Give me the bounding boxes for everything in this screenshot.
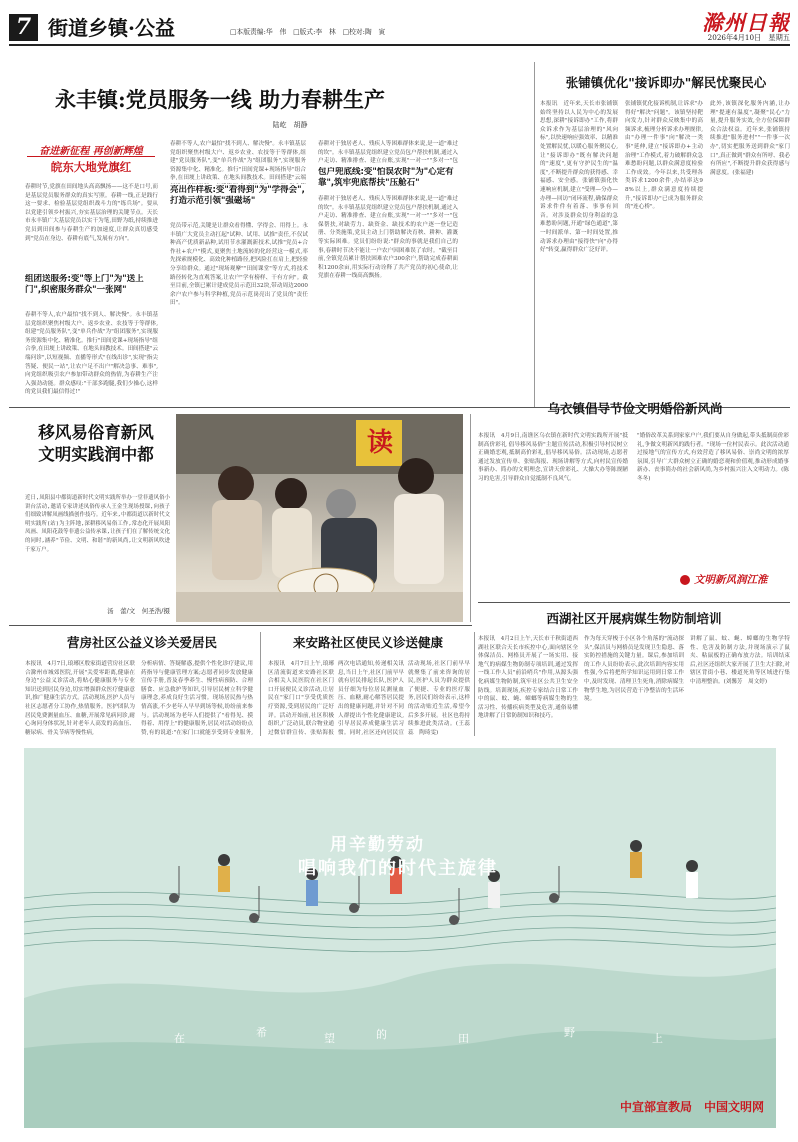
column-divider — [534, 62, 535, 407]
laian-col3: 活动现场,社区门前早早就聚集了前来咨询的居民,医护人员为群众提供了便捷、专业的医疗服务,居民们纷纷表示,这样的活动贴近生活,希望今后多多开展。社区也将持续推进此类活动。(王蕊蕊 陶琦雯) — [408, 661, 470, 736]
lead-col2: 党员带示范,关键是让群众看得懂、学得会、用得上。永丰镇广大党员主动扛起"试种、试用、试推"责任,不仅试种高产优质新品种,试用节水灌溉新技术,试推"党员+合作社+农户"模式,更聚焦土地流转的化经营这一模式,率先探索规模化、高效化种植路径,把风险扛在肩上,把经验分享给群众。通过"现场观摩""田间课堂"等方式,将技术路径转化为直观答案,让农户"学有榜样、干有方向"。截至目前,全镇已累计建成党员示范田32块,带动周边2000余户农户参与科学种植,党员示范岗亮出了党员的"责任田"。 — [170, 223, 308, 307]
page-number: 7 — [15, 14, 32, 40]
xihu-col3: 讲解了鼠、蚊、蝇、蟑螂的生物学特性、危害及防制方法,并现场演示了鼠夹、粘鼠板的正确布放方法。培训结束后,社区还组织大家开展了卫生大扫除,对辖区背街小巷、楼道死角等区域进行集中清理整治。(刘馨芳 周文婷) — [690, 636, 790, 685]
feature-byline: 汤 蕾/文 何圣浩/摄 — [107, 607, 170, 615]
poster-lyric-5: 野 — [564, 1026, 575, 1039]
tag-dot-icon — [680, 575, 690, 585]
xihu-headline: 西湖社区开展病媒生物防制培训 — [546, 611, 722, 626]
feature-title-1: 移风易俗育新风 — [38, 423, 154, 442]
wuyi-tag — [680, 570, 788, 592]
zhangpu-col2: 张铺镇优化接诉机制,让诉求"办得好"解决"问题"。该镇坚持靶向发力,针对群众反映集中的高频诉求,梳理分析诉求办理规律,由"办理一件事"向"解决一类事"延伸,建立"接诉即办+主动治理"工作模式,着力破解群众急难愁盼问题,以群众满意度检验工作成效。今年以来,共受理各类诉求1200余件,办结率达98%以上,群众满意度持续提升,"接诉即办"已成为服务群众的"连心桥"。 — [625, 101, 703, 211]
poster-background — [24, 748, 776, 1128]
zhangpu-headline: 张铺镇优化"接诉即办"解民忧聚民心 — [565, 75, 767, 90]
laian-col1: 本报讯 4月7日上午,琅琊区清流街道来安路社区联合相关人民医院在社区门口开展便民义诊活动,让居民在"家门口"享受优质医疗资源,受到居民的广泛好评。活动开始前,社区积极组织,广泛动员,联合物业通过微信群宣传、张贴海报 — [268, 661, 334, 736]
column-divider-2 — [470, 414, 471, 622]
lead-sub2: 亮出作样板:变"看得到"为"学得会",打造示范引领"强磁场" — [170, 185, 305, 206]
section-rule-3 — [9, 625, 472, 626]
badge-line2: 皖东大地党旗红 — [27, 156, 155, 175]
lead-headline: 永丰镇:党员服务一线 助力春耕生产 — [55, 87, 386, 112]
column-divider-3 — [260, 632, 261, 736]
lead-byline: 陆屹 胡静 — [272, 121, 308, 129]
poster-lyric-2: 望 — [324, 1032, 335, 1045]
lead-col3-a: 春耕对于独居老人、残疾人等困难群体来说,是一道"难过的坎"。永丰镇基层党组织建立党员包户帮扶机制,通过入户走访、精准排查、建立台账,实现"一对一""多对一"包 — [318, 141, 458, 165]
editor-credits: □本版责编:华 伟 □版式:李 林 □校对:陶 寅 — [230, 28, 386, 36]
public-service-poster — [24, 748, 776, 1128]
section-title: 街道乡镇·公益 — [48, 16, 175, 40]
poster-credit: 中宣部宣教局 中国文明网 — [619, 1100, 764, 1114]
zhangpu-col3: 此外,该镇深化服务内涵,让办理"提速有温度",凝聚"民心"力量,提升服务实效,全方位保障群众合法权益。近年来,张铺镇持续推进"服务进村""一件事一次办",切实把服务送到群众"家门口",真正做到"群众有所呼、我必有所应",不断提升群众获得感与满意度。(张福建) — [710, 101, 790, 176]
lead-sub1: 组团送服务:变"等上门"为"送上门",织密服务群众"一张网" — [25, 274, 144, 295]
poster-lyric-6: 上 — [652, 1032, 663, 1045]
column-divider-4 — [474, 632, 475, 736]
wuyi-headline: 乌衣镇倡导节俭文明婚俗新风尚 — [547, 401, 723, 416]
laian-headline: 来安路社区使民义诊送健康 — [292, 635, 443, 650]
yingfang-col2: 分析病情、答疑解惑,提供个性化诊疗建议,用药指导与健康管理方案;志愿者同步发放健康宣传手册,普及春季养生、慢性病预防、合理膳食、应急救护等知识,引导居民树立科学健康理念,养成良好生活习惯。现场居民热与热情高涨,不少老年人早早到场等候,纷纷前来参与。活动现场为老年人们提供了"看得见、摸得着、用得上"的健康服务,居民对活动纷纷点赞,有的说道:"在家门口就能享受到专业服务, — [141, 661, 253, 736]
paper-logo: 滁州日報 — [702, 10, 790, 35]
photo-sign: 读 — [366, 428, 393, 458]
wuyi-col1: 本报讯 4月9日,南谯区乌衣镇在新时代文明实践所开展"抵制高价彩礼 倡导移风易俗"主题宣传活动,积极引导村民树立正确婚恋观,抵制高价彩礼,倡导移风易俗。活动现场,志愿者通过发放宣传单、张贴海报、现场讲解等方式,向村民宣传婚事新办、简办的文明理念,宣讲天价彩礼、大操大办等陈规陋习的危害,引导群众自觉抵制不良风气。 — [478, 433, 628, 482]
xihu-col2: 作为每天穿梭于小区各个角落的"流动探头",保洁员与网格员是发现卫生隐患、落实防控措施的关键力量。课后,参加培训的工作人员纷纷表示,此次培训内容实用性强,今后将把所学知识运用到日常工作中,及时发现、清理卫生死角,消除病媒生物孳生地,为居民营造干净整洁的生活环境。 — [584, 636, 684, 703]
party-badge — [27, 142, 155, 178]
feature-title-2: 文明实践润中都 — [38, 445, 154, 464]
zhangpu-col1: 本报讯 近年来,天长市张铺镇始终坚持以人民为中心的发展思想,深耕"接诉即办"工作,将群众诉求作为基层治理的"风向标",以快速响应强效率、以精准处置解民忧,以暖心服务聚民心,让"接诉即办"既有解决问题的"速度",更有守护民生的"温度",不断提升群众的获得感、幸福感、安全感。张铺镇强化快速响应机制,建立"受理—分办—办理—回访"闭环流程,确保群众诉求件件有着落、事事有回音。对涉及群众切身利益的急难愁盼问题,开通"绿色通道",第一时间派单、第一时间处置,推动诉求办理由"接得快"向"办得好"转变,赢得群众广泛好评。 — [540, 101, 618, 254]
section-rule-2 — [478, 602, 790, 603]
poster-lyric-0: 在 — [174, 1032, 185, 1045]
lead-sub3: 包户兜底线:变"怕误农时"为"心定有靠",筑牢兜底帮扶"压舱石" — [318, 167, 454, 188]
feature-body: 近日,凤阳县中都街道新时代文明实践所举办一堂非遗风俗小讲台活动,邀请专家讲述凤俗传承人王金生现场授课,向孩子们细致讲解凤画线描创作技巧。近年来,中都街道以新时代文明实践所(站)为主阵地,深耕移风易俗工作,常态化开展凤阳凤画、凤阳花鼓等非遗公益传承课,让孩子们在了解传统文化的同时,涵养"节俭、文明、和谐"的新风尚,让文明新风吹进千家万户。 — [25, 495, 170, 553]
page-number-badge — [9, 14, 38, 41]
lead-col1-b: 春耕不等人,农户最怕"找不到人、解决慢"。永丰镇基层党组织聚焦村级大户、返乡农业、农技等于等群体,组建"党员服务队",变"单兵作战"为"组团服务",实现服务资源集中化、精准化。推行"田间党课+现场指导"组合拳,在田埂上讲政策、在地头间教技术。田间搭建"云端问诊",以短视频、直播等形式"在线出诊",实现"指尖答疑、便民一站",让农户足不出户"解决急事、难事",向党组织吸引农户参加带动群众的热情,为春耕生产注入强劲动能。群众感叹:"干部多跑腿,我们少操心,这样的党员我们最信得过!" — [25, 312, 158, 396]
lead-col1-a: 春耕时节,党旗在田间地头高高飘扬——这不是口号,而是基层党员服务群众的真实写照。春耕一线,正是践行这一要求、检验基层党组织战斗力的"练兵场"。要从以党建引领乡村振兴,夯实基层治理的关键节点。天长市永丰镇广大基层党员以实干为笔,田野为纸,持续推进党员到田间参与春耕生产的加速度,让群众真切感受到"党员在身边、春耕有底气,发展有方向"。 — [25, 184, 158, 242]
poster-lyric-3: 的 — [376, 1028, 387, 1041]
issue-date: 2026年4月10日 星期五 — [707, 33, 790, 42]
xihu-col1: 本报讯 4月2日上午,天长市千秋街道西湖社区联合天长市疾控中心,面向辖区全体保洁员、网格员开展了一场实用、接地气的病媒生物防制专项培训,通过发挥一线工作人员"前沿哨兵"作用,从源头强化病媒生物防制,筑牢社区公共卫生安全防线。培训现场,疾控专家结合日常工作中的鼠、蚊、蝇、蟑螂等病媒生物的生活习性、传播疾病类型及危害,通俗易懂地讲解了日常防制知识和技巧。 — [478, 636, 578, 720]
poster-lyric-4: 田 — [458, 1032, 469, 1045]
masthead-rule — [9, 44, 790, 46]
lead-col3: 春耕对于独居老人、残疾人等困难群体来说,是一道"难过的坎"。永丰镇基层党组织建立党员包户帮扶机制,通过入户走访、精准排查、建立台账,实现"一对一""多对一"包保帮扶,对缺劳力、缺资金、缺技术的农户逐一登记造册、分类施策,党员主动上门帮助解决育秧、耕种、灌溉等实际困难。党员们纷纷说:"群众的事就是我们自己的事,春耕时节决不能让一户农户因困难误了农时。"截至目前,全镇党员累计帮扶困难农户300余户,帮助完成春耕面积1200余亩,用实际行动诠释了共产党员的初心使命,让党旗在春耕一线高高飘扬。 — [318, 196, 458, 280]
poster-headline-1: 用辛勤劳动 — [330, 835, 425, 855]
laian-col2: 两次电话通知,传递相关讯息,当日上午,社区门前早早就有居民排起长队,医护人员仔细为每位居民测量血压、血糖,耐心解答居民提出的健康问题,并针对不同人群提出个性化健康建议,引导居民养成健康生活习惯。同时,社区还向居民宣 — [338, 661, 404, 736]
photo-illustration — [176, 414, 463, 622]
yingfang-col1: 本报讯 4月7日,琅琊区殷家街道营房社区联合滁州市城郊医院,开展"关爱零距离,健康在身边"公益义诊活动,将贴心健康服务与专业知识送到居民身边,切实增强群众医疗健康意识,推广健康生活方式。活动现场,医护人员与社区志愿者分工协作,热情服务。医护团队为居民免费测量血压、血糖,开展常见病问诊,耐心询问身体状况,针对老年人高发的高血压、糖尿病、骨关节病等慢性病, — [25, 661, 135, 736]
poster-headline-2: 唱响我们的时代主旋律 — [298, 858, 498, 879]
poster-lyric-1: 希 — [256, 1026, 267, 1039]
wuyi-tag-text: 文明新风润江淮 — [694, 574, 768, 586]
yingfang-headline: 营房社区公益义诊关爱居民 — [66, 635, 217, 650]
wuyi-col2: "婚俗改革关系到家家户户,我们要从自身做起,带头抵制高价彩礼,争做文明新风的践行者。"现场一位村民表示。此次活动通过接地气的宣传方式,有效营造了移风易俗、崇尚文明的浓厚氛围,引导广大群众树立正确的婚恋观和价值观,推动形成婚事新办、丧事简办的社会新风尚,为乡村振兴注入文明动力。(陈冬冬) — [637, 433, 789, 482]
masthead — [0, 0, 798, 50]
feature-photo — [176, 414, 463, 622]
badge-line1: 奋进新征程 再创新辉煌 — [39, 146, 143, 157]
lead-col2-a: 春耕不等人,农户最怕"找不到人、解决慢"。永丰镇基层党组织聚焦村级大户、返乡农业、农技等于等群体,组建"党员服务队",变"单兵作战"为"组团服务",实现服务资源集中化、精准化。推行"田间党课+现场指导"组合拳,在田埂上讲政策、在地头间教技术。田间搭建"云端 — [170, 141, 306, 182]
